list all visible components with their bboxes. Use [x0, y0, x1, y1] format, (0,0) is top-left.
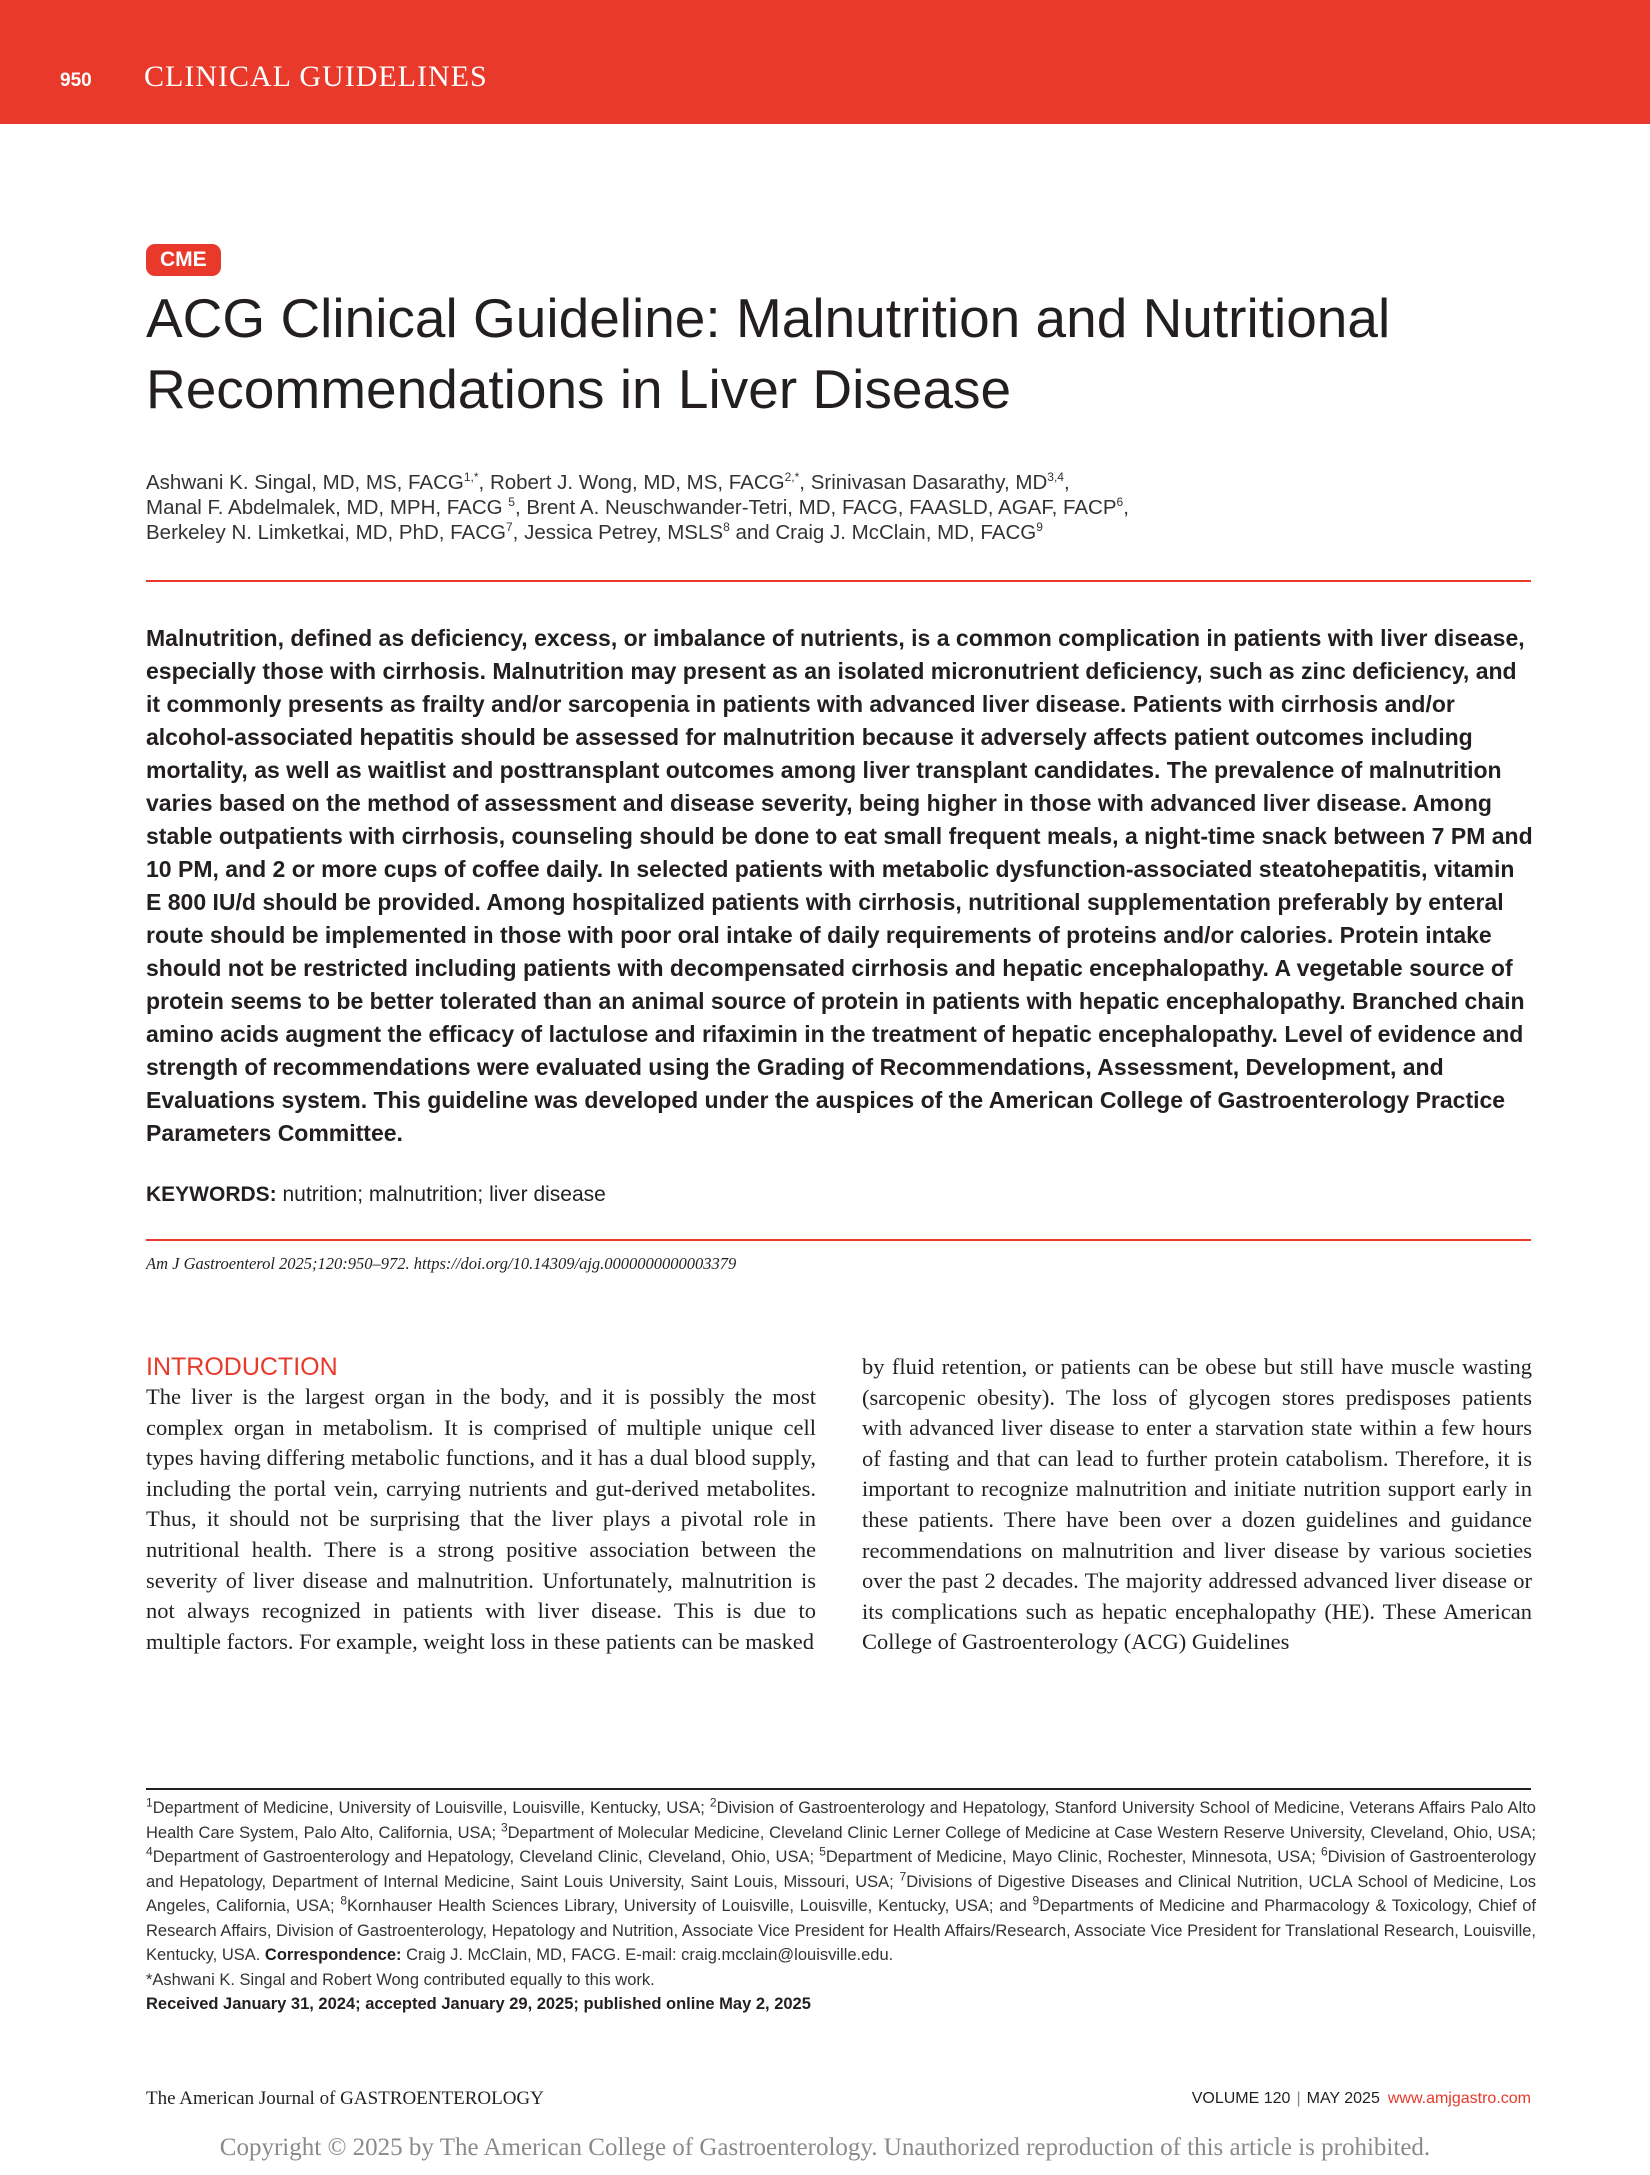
header-bar	[0, 0, 1650, 124]
affiliation: Divisions of Digestive Diseases and Clinical Nutrition, UCLA School of Medicine, Los Angeles, California, USA;	[146, 1872, 1537, 1915]
keywords	[146, 1183, 606, 1207]
keywords-label: KEYWORDS:	[146, 1183, 277, 1206]
section-heading-introduction: INTRODUCTION	[146, 1353, 338, 1381]
author-name: Berkeley N. Limketkai, MD, PhD, FACG	[146, 521, 506, 544]
affil-sup: 2	[709, 1795, 717, 1810]
author-affiliation-sup: 7	[505, 520, 513, 535]
author-list: Ashwani K. Singal, MD, MS, $FACG^{1,*}$, Robert J. Wong, MD, MS, $FACG^{2,*}$, Srinivasan Dasarathy, MD$^{3,4}$, Manal F. Abdelmalek, MD, MPH, FACG $^5$, Brent A. Neuschwander-Tetri, MD, FACG, FAASLD, AGAF, FACP$^6$, Berkeley N. Limketkai, MD, PhD, FACG$^7$, Jessica Petrey, MSLS$^8$ and Craig J. McClain, MD, FACG$^9$	[146, 470, 1129, 544]
affil-sup: 7	[899, 1869, 907, 1883]
author-name: , Brent A. Neuschwander-Tetri, MD, FACG, FAASLD, AGAF, FACP	[514, 496, 1117, 519]
author-affiliation-sup: 6	[1116, 495, 1124, 510]
journal-title: GASTROENTEROLOGY	[340, 2088, 544, 2109]
title-line-1: ACG Clinical Guideline: Malnutrition and Nutritional	[146, 287, 1391, 349]
author-affiliation-sup: 5	[508, 495, 515, 510]
affiliations	[146, 1796, 1536, 1968]
body-column-left	[146, 1352, 816, 1657]
affiliation: Department of Medicine, Mayo Clinic, Rochester, Minnesota, USA;	[825, 1848, 1321, 1866]
page-number: 950	[60, 70, 92, 91]
affil-sup: 9	[1032, 1893, 1040, 1908]
correspondence-text: Craig J. McClain, MD, FACG. E-mail: craig.mcclain@louisville.edu.	[401, 1946, 894, 1964]
affil-sup: 8	[340, 1893, 347, 1908]
author-name: , Srinivasan Dasarathy, MD	[799, 471, 1048, 494]
cme-badge: CME	[146, 244, 221, 276]
body-column-right	[862, 1352, 1532, 1658]
abstract: Malnutrition, defined as deficiency, excess, or imbalance of nutrients, is a common complication in patients with liver disease, especially those with cirrhosis. Malnutrition may present as an isolated micronutrient deficiency, such as zinc deficiency, and it commonly presents as frailty and/or sarcopenia in patients with advanced liver disease. Patients with cirrhosis and/or alcohol-associated hepatitis should be assessed for malnutrition because it adversely affects patient outcomes including mortality, as well as waitlist and posttransplant outcomes among liver transplant candidates. The prevalence of malnutrition varies based on the method of assessment and disease severity, being higher in those with advanced liver disease. Among stable outpatients with cirrhosis, counseling should be done to eat small frequent meals, a night-time snack between 7 PM and 10 PM, and 2 or more cups of coffee daily. In selected patients with metabolic dysfunction-associated steatohepatitis, vitamin E 800 IU/d should be provided. Among hospitalized patients with cirrhosis, nutritional supplementation preferably by enteral route should be implemented in those with poor oral intake of daily requirements of proteins and/or calories. Protein intake should not be restricted including patients with decompensated cirrhosis and hepatic encephalopathy. A vegetable source of protein seems to be better tolerated than an animal source of protein in patients with hepatic encephalopathy. Branched chain amino acids augment the efficacy of lactulose and rifaximin in the treatment of hepatic encephalopathy. Level of evidence and strength of recommendations were evaluated using the Grading of Recommendations, Assessment, Development, and Evaluations system. This guideline was developed under the auspices of the American College of Gastroenterology Practice Parameters Committee.	[146, 625, 1533, 1146]
affiliation: Division of Gastroenterology and Hepatology, Department of Internal Medicine, Saint Louis University, Saint Louis, Missouri, USA;	[146, 1848, 1536, 1891]
journal-name	[146, 2088, 544, 2110]
article-title	[146, 283, 1546, 425]
affil-sup: 4	[146, 1844, 153, 1859]
citation-doi: Am J Gastroenterol 2025;120:950–972. https://doi.org/10.14309/ajg.0000000000003379	[146, 1254, 737, 1273]
affiliation: Department of Medicine, University of Louisville, Louisville, Kentucky, USA;	[152, 1799, 710, 1817]
section-label: CLINICAL GUIDELINES	[144, 60, 488, 93]
body-paragraph: by fluid retention, or patients can be obese but still have muscle wasting (sarcopenic obesity). The loss of glycogen stores predisposes patients with advanced liver disease to enter a starvation state within a few hours of fasting and that can lead to further protein catabolism. Therefore, it is important to recognize malnutrition and initiate nutrition support early in these patients. There have been over a dozen guidelines and guidance recommendations on malnutrition and liver disease by various societies over the past 2 decades. The majority addressed advanced liver disease or its complications such as hepatic encephalopathy (HE). These American College of Gastroenterology (ACG) Guidelines	[862, 1354, 1532, 1655]
author-affiliation-sup: 9	[1036, 520, 1043, 535]
received-dates: Received January 31, 2024; accepted January 29, 2025; published online May 2, 2025	[146, 1995, 811, 2013]
author-affiliation-sup: 3,4	[1047, 470, 1064, 485]
divider-rule	[146, 580, 1531, 582]
affil-sup: 6	[1320, 1844, 1328, 1859]
author-name: , Jessica Petrey, MSLS	[512, 521, 724, 544]
copyright-notice: Copyright © 2025 by The American College of Gastroenterology. Unauthorized reproduction of this article is prohibited.	[219, 2134, 1431, 2161]
journal-prefix: The American Journal of	[146, 2088, 341, 2109]
author-name: , Robert J. Wong, MD, MS, FACG	[478, 471, 785, 494]
footnote-rule	[146, 1788, 1531, 1790]
issue-date: MAY 2025	[1306, 2090, 1380, 2107]
affil-sup: 1	[146, 1795, 153, 1810]
affiliation: Division of Gastroenterology and Hepatology, Stanford University School of Medicine, Veterans Affairs Palo Alto Health Care System, Palo Alto, California, USA;	[146, 1799, 1536, 1842]
divider-rule	[146, 1239, 1531, 1241]
volume: VOLUME 120	[1191, 2090, 1291, 2107]
footnotes	[146, 1796, 1536, 2017]
author-affiliation-sup: 2,*	[784, 470, 800, 485]
author-affiliation-sup: 8	[723, 520, 730, 535]
affil-sup: 5	[819, 1844, 826, 1859]
body-paragraph: The liver is the largest organ in the body, and it is possibly the most complex organ in metabolism. It is comprised of multiple unique cell types having differing metabolic functions, and it has a dual blood supply, including the portal vein, carrying nutrients and gut-derived metabolites. Thus, it should not be surprising that the liver plays a pivotal role in nutritional health. There is a strong positive association between the severity of liver disease and malnutrition. Unfortunately, malnutrition is not always recognized in patients with liver disease. This is due to multiple factors. For example, weight loss in these patients can be masked	[146, 1384, 816, 1654]
equal-contribution-note: *Ashwani K. Singal and Robert Wong contributed equally to this work.	[146, 1970, 655, 1989]
website-link[interactable]: www.amjgastro.com	[1387, 2090, 1531, 2107]
footer-issue-info	[1192, 2090, 1531, 2108]
footer-divider: |	[1296, 2090, 1301, 2107]
author-name: Ashwani K. Singal, MD, MS, FACG	[146, 471, 464, 494]
correspondence-label: Correspondence:	[264, 1946, 402, 1964]
affiliation: Department of Gastroenterology and Hepatology, Cleveland Clinic, Cleveland, Ohio, USA;	[152, 1848, 820, 1866]
affiliation: Kornhauser Health Sciences Library, University of Louisville, Louisville, Kentucky, USA; and	[347, 1897, 1033, 1915]
keywords-text: nutrition; malnutrition; liver disease	[276, 1183, 606, 1206]
author-name: and Craig J. McClain, MD, FACG	[729, 521, 1037, 544]
author-name: Manal F. Abdelmalek, MD, MPH, FACG	[146, 496, 509, 519]
affiliation: Departments of Medicine and Pharmacology & Toxicology, Chief of Research Affairs, Division of Gastroenterology, Hepatology and Nutrition, Associate Vice President for Health Affairs/Research, Associate Vice President for Translational Research, Louisville, Kentucky, USA.	[146, 1897, 1536, 1964]
affil-sup: 3	[500, 1820, 508, 1834]
author-affiliation-sup: 1,*	[463, 470, 479, 485]
title-line-2: Recommendations in Liver Disease	[146, 358, 1012, 420]
affiliation: Department of Molecular Medicine, Cleveland Clinic Lerner College of Medicine at Case Western Reserve University, Cleveland, Ohio, USA;	[507, 1823, 1536, 1842]
